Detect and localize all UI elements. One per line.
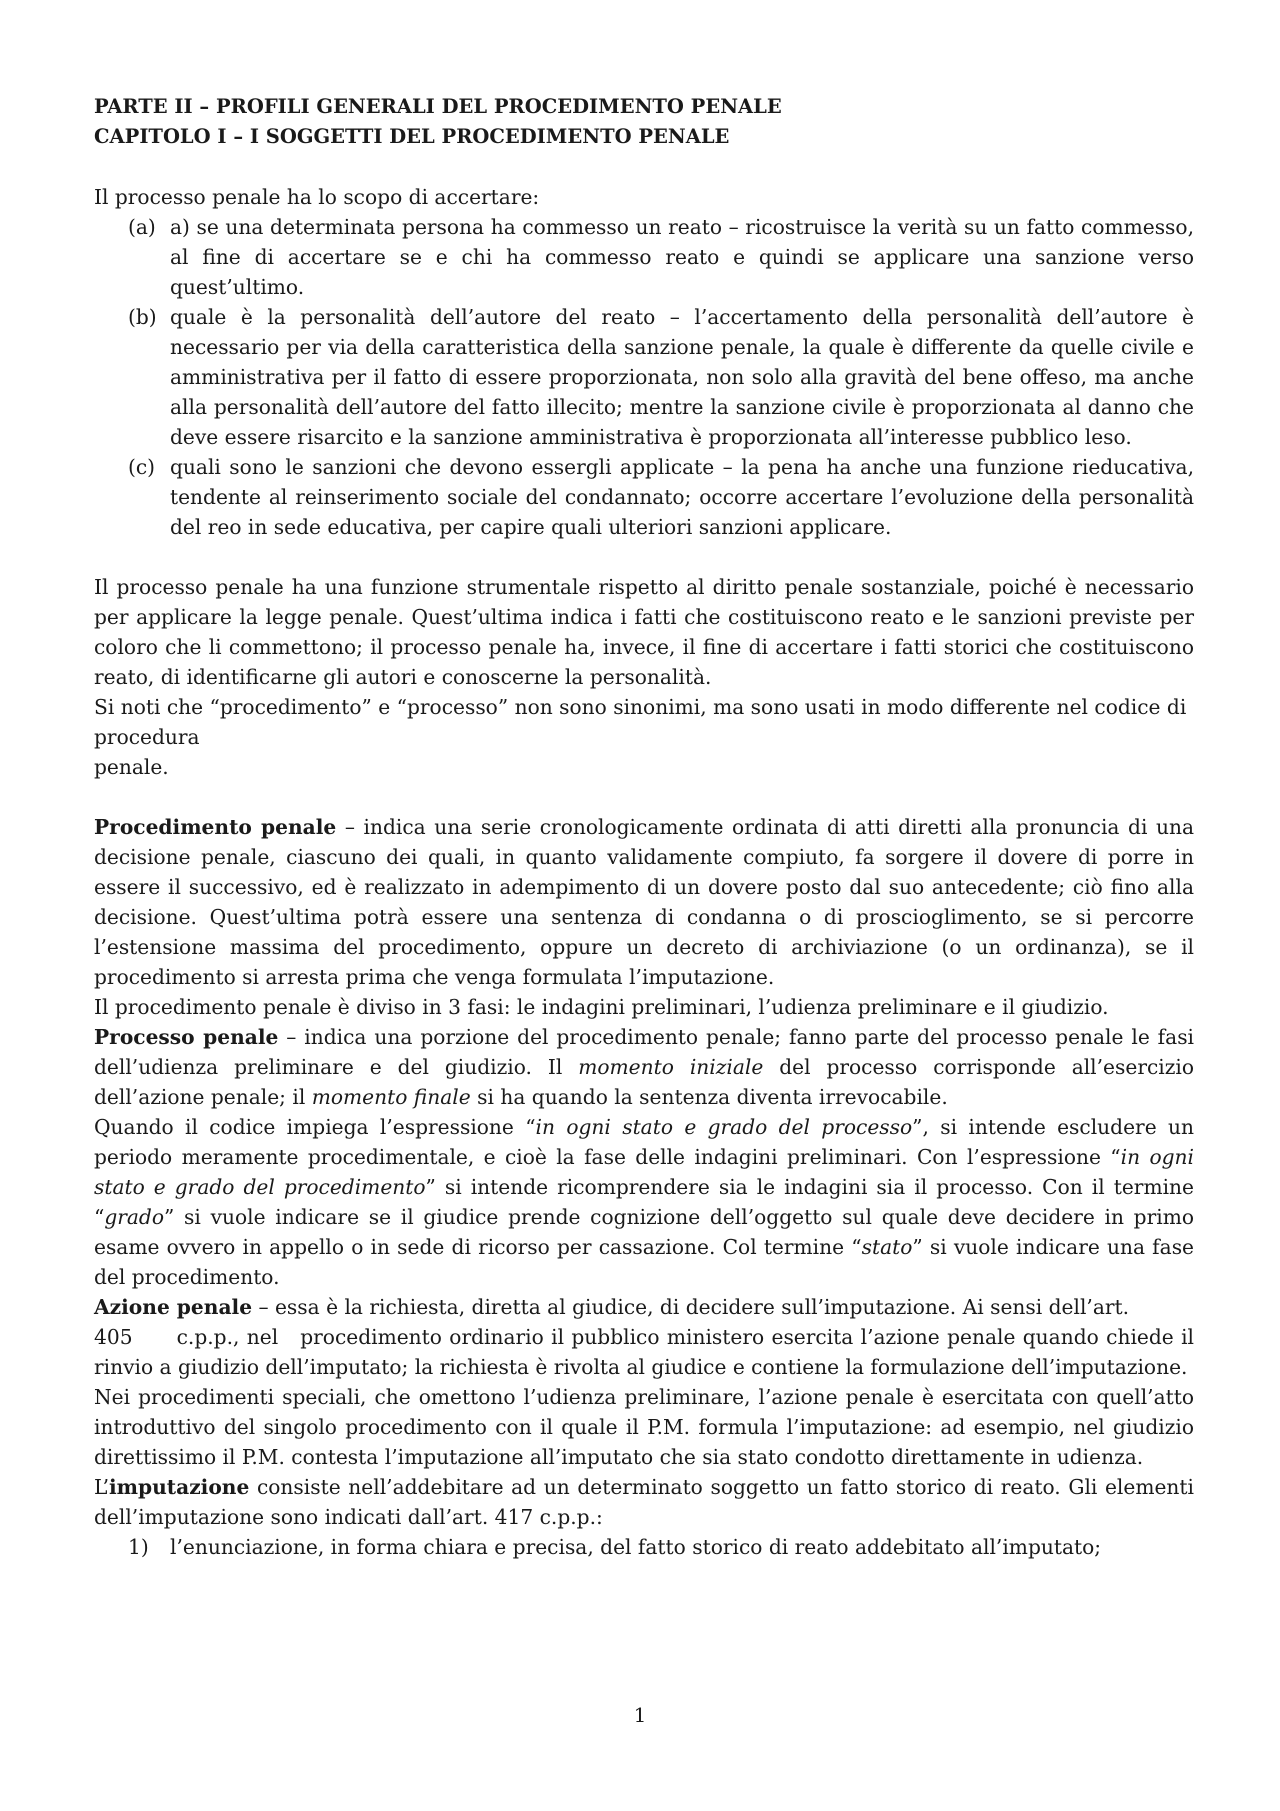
emphasis-stato: stato [861, 1235, 913, 1259]
azione-text-continued: 405 c.p.p., nel procedimento ordinario il pubblico ministero esercita l’azione penale quando chiede il rinvio a giudizio dell’imputato; la richiesta è rivolta al giudice e contiene la formulazione dell’imputazione. [94, 1325, 1201, 1379]
list-marker: (a) [128, 215, 156, 239]
phases-paragraph: Il procedimento penale è diviso in 3 fasi: le indagini preliminari, l’udienza preliminare e il giudizio. [94, 995, 1109, 1019]
list-item-text: a) se una determinata persona ha commesso un reato – ricostruisce la verità su un fatto commesso, al fine di accertare se e chi ha commesso reato e quindi se applicare una sanzione verso quest’ultimo. [170, 215, 1194, 299]
synonyms-paragraph [94, 692, 1194, 782]
procedimento-paragraph [94, 812, 1194, 992]
imputazione-prefix: L’ [94, 1475, 109, 1499]
list-item [94, 452, 1194, 542]
list-item-text: l’enunciazione, in forma chiara e precisa, del fatto storico di reato addebitato all’imputato; [170, 1535, 1102, 1559]
synonyms-text: Si noti che “procedimento” e “processo” non sono sinonimi, ma sono usati in modo differente nel codice di procedura [94, 695, 1187, 749]
emphasis-grado: grado [104, 1205, 165, 1229]
processo-paragraph [94, 1022, 1194, 1112]
emphasis-momento-iniziale: momento iniziale [578, 1055, 764, 1079]
term-azione-penale: Azione penale [94, 1295, 253, 1319]
processo-text: si ha quando la sentenza diventa irrevocabile. [470, 1085, 948, 1109]
imputazione-paragraph [94, 1472, 1194, 1532]
grado-text: ” si vuole indicare una fase del procedimento. [94, 1235, 1194, 1289]
purposes-list [94, 212, 1194, 542]
part-heading: PARTE II – PROFILI GENERALI DEL PROCEDIMENTO PENALE [94, 95, 782, 118]
list-item [94, 212, 1194, 302]
synonyms-text-end: penale. [94, 755, 169, 779]
azione-text: – essa è la richiesta, diretta al giudice, di decidere sull’imputazione. Ai sensi dell’art. [252, 1295, 1130, 1319]
imputazione-text: consiste nell’addebitare ad un determinato soggetto un fatto storico di reato. Gli elementi dell’imputazione sono indicati dall’art. 417 c.p.p.: [94, 1475, 1194, 1529]
grado-paragraph [94, 1112, 1194, 1292]
term-processo-penale: Processo penale [94, 1025, 279, 1049]
function-paragraph: Il processo penale ha una funzione strumentale rispetto al diritto penale sostanziale, poiché è necessario per applicare la legge penale. Quest’ultima indica i fatti che costituiscono reato e le sanzioni previste per coloro che li commettono; il processo penale ha, invece, il fine di accertare i fatti storici che costituiscono reato, di identificarne gli autori e conoscerne la personalità. [94, 575, 1194, 689]
grado-text: ” si vuole indicare se il giudice prende cognizione dell’oggetto sul quale deve decidere in primo esame ovvero in appello o in sede di ricorso per cassazione. Col termine “ [94, 1205, 1194, 1259]
term-imputazione: imputazione [108, 1475, 250, 1499]
page-number: 1 [633, 1703, 647, 1727]
azione-paragraph [94, 1292, 1201, 1382]
emphasis-stato-grado-processo: in ogni stato e grado del processo [535, 1115, 913, 1139]
list-marker: (c) [128, 455, 156, 479]
list-item-text: quale è la personalità dell’autore del reato – l’accertamento della personalità dell’autore è necessario per via della caratteristica della sanzione penale, la quale è differente da quelle civile e amministrativa per il fatto di essere proporzionata, non solo alla gravità del bene offeso, ma anche alla personalità dell’autore del fatto illecito; mentre la sanzione civile è proporzionata al danno che deve essere risarcito e la sanzione amministrativa è proporzionata all’interesse pubblico leso. [170, 305, 1194, 449]
list-item-text: quali sono le sanzioni che devono essergli applicate – la pena ha anche una funzione rieducativa, tendente al reinserimento sociale del condannato; occorre accertare l’evoluzione della personalità del reo in sede educativa, per capire quali ulteriori sanzioni applicare. [170, 455, 1194, 539]
elements-list [94, 1532, 1194, 1562]
document-page [94, 92, 1201, 1562]
procedimento-text: – indica una serie cronologicamente ordinata di atti diretti alla pronuncia di una decisione penale, ciascuno dei quali, in quanto validamente compiuto, fa sorgere il dovere di porre in essere il successivo, ed è realizzato in adempimento di un dovere posto dal suo antecedente; ciò fino alla decisione. Quest’ultima potrà essere una sentenza di condanna o di proscioglimento, se si percorre l’estensione massima del procedimento, oppure un decreto di archiviazione (o un ordinanza), se il procedimento si arresta prima che venga formulata l’imputazione. [94, 815, 1194, 989]
intro-paragraph: Il processo penale ha lo scopo di accertare: [94, 185, 540, 209]
list-marker: 1) [128, 1535, 149, 1559]
emphasis-stato-grado-procedimento: in ogni stato e grado del procedimento [94, 1145, 1194, 1199]
grado-text: ” si intende ricomprendere sia le indagini sia il processo. Con il termine “ [94, 1175, 1194, 1229]
term-procedimento-penale: Procedimento penale [94, 815, 337, 839]
chapter-heading: CAPITOLO I – I SOGGETTI DEL PROCEDIMENTO PENALE [94, 125, 730, 148]
emphasis-momento-finale: momento finale [311, 1085, 471, 1109]
list-item [94, 1532, 1194, 1562]
list-marker: (b) [128, 305, 157, 329]
list-item [94, 302, 1194, 452]
grado-text: ”, si intende escludere un periodo meramente procedimentale, e cioè la fase delle indagini preliminari. Con l’espressione “ [94, 1115, 1194, 1169]
processo-text: – indica una porzione del procedimento penale; fanno parte del processo penale le fasi dell’udienza preliminare e del giudizio. Il [94, 1025, 1195, 1079]
grado-text: Quando il codice impiega l’espressione “ [94, 1115, 536, 1139]
special-proceedings-paragraph: Nei procedimenti speciali, che omettono l’udienza preliminare, l’azione penale è esercitata con quell’atto introduttivo del singolo procedimento con il quale il P.M. formula l’imputazione: ad esempio, nel giudizio direttissimo il P.M. contesta l’imputazione all’imputato che sia stato condotto direttamente in udienza. [94, 1385, 1194, 1469]
processo-text: del processo corrisponde all’esercizio dell’azione penale; il [94, 1055, 1194, 1109]
